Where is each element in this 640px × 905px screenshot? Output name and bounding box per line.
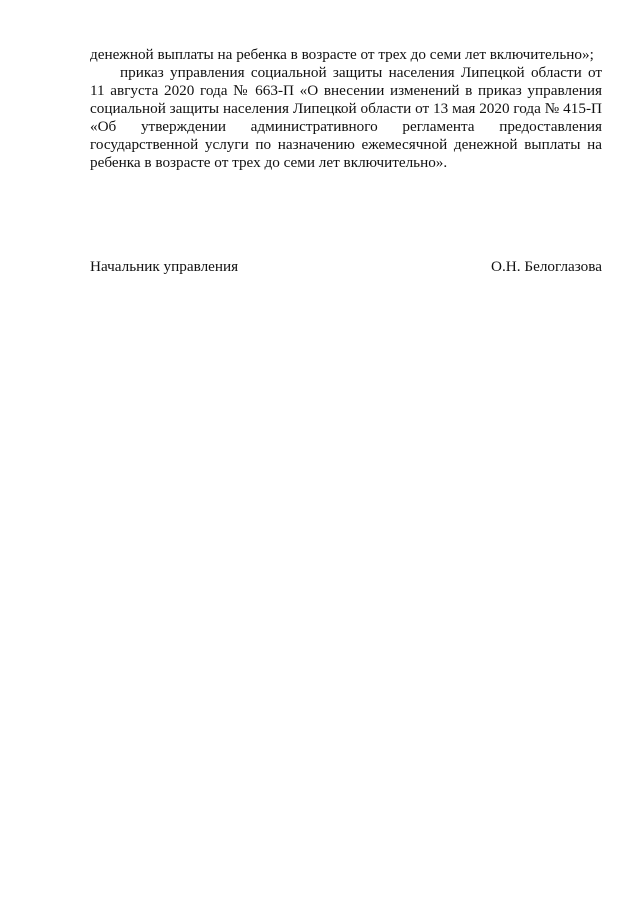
- signatory-name: О.Н. Белоглазова: [491, 258, 602, 275]
- paragraph-continuation: денежной выплаты на ребенка в возрасте от трех до семи лет включительно»;: [90, 46, 594, 63]
- paragraph-order-reference: приказ управления социальной защиты населения Липецкой области от 11 августа 2020 года № 663-П «О внесении изменений в приказ управления социальной защиты населения Липецкой области от 13 мая 2020 года № 415-П «Об утверждении административного регламента предоставления государственной услуги по назначению ежемесячной денежной выплаты на ребенка в возрасте от трех до семи лет включительно».: [90, 64, 602, 171]
- document-body: [90, 46, 602, 172]
- signature-block: [90, 258, 602, 276]
- signatory-position: Начальник управления: [90, 258, 239, 275]
